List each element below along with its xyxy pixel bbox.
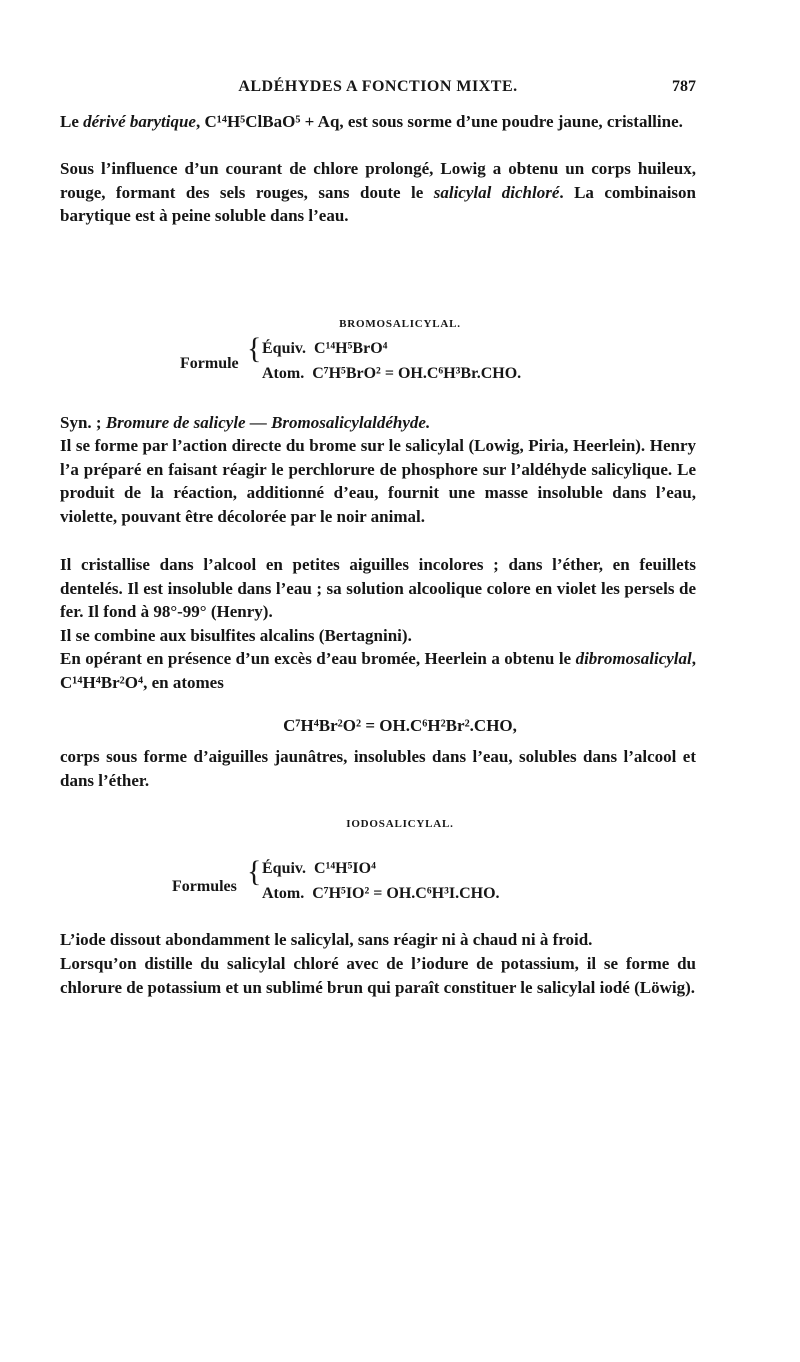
intro-paragraph-2 bbox=[60, 157, 696, 228]
bromo-paragraph-3: Il se combine aux bisulfites alcalins (Bertagnini). bbox=[60, 626, 412, 645]
italic-term: Bromure de salicyle — Bromosalicylaldéhyde. bbox=[105, 413, 431, 432]
page-number: 787 bbox=[672, 78, 696, 95]
bromo-paragraph-1: Il se forme par l’action directe du brome sur le salicylal (Lowig, Piria, Heerlein). Henry l’a préparé en faisant réagir le perchlorure de phosphore sur l’aldéhyde salicylique. Le produit de la réaction, additionné d’eau, fournit une masse insoluble dans l’eau, violette, pouvant être décolorée par le noir animal. bbox=[60, 436, 696, 526]
header-title: ALDÉHYDES A FONCTION MIXTE. bbox=[238, 78, 518, 95]
atom-label: Atom. bbox=[262, 365, 305, 382]
atom-formula: C⁷H⁵IO² = OH.C⁶H³I.CHO. bbox=[312, 885, 500, 902]
atom-formula: C⁷H⁵BrO² = OH.C⁶H³Br.CHO. bbox=[312, 365, 522, 382]
equiv-label: Équiv. bbox=[262, 340, 307, 357]
formula-label: Formule bbox=[180, 355, 239, 372]
bromo-paragraph-4 bbox=[60, 647, 696, 694]
atom-formula-line bbox=[262, 885, 500, 903]
text-run: Le bbox=[60, 112, 84, 131]
atom-formula-line bbox=[262, 365, 521, 383]
bromo-paragraph-5: corps sous forme d’aiguilles jaunâtres, insolubles dans l’eau, solubles dans l’alcool et dans l’éther. bbox=[60, 747, 696, 790]
text-run: , C¹⁴H⁵ClBaO⁵ + Aq, est sous sorme d’une poudre jaune, cristalline. bbox=[195, 112, 683, 131]
text-run: , C¹⁴H⁴Br²O⁴, en atomes bbox=[60, 649, 696, 692]
brace-icon: { bbox=[247, 855, 262, 888]
text-run: En opérant en présence d’un excès d’eau bromée, Heerlein a obtenu le bbox=[60, 649, 576, 668]
atom-label: Atom. bbox=[262, 885, 305, 902]
equiv-formula: C¹⁴H⁵BrO⁴ bbox=[314, 340, 388, 357]
text-run: . La combinaison barytique est à peine soluble dans l’eau. bbox=[60, 182, 696, 225]
text-run: Syn. ; bbox=[60, 413, 106, 432]
dibromo-formula: C⁷H⁴Br²O² = OH.C⁶H²Br².CHO, bbox=[283, 716, 517, 735]
iodo-paragraph-1: L’iode dissout abondamment le salicylal, sans réagir ni à chaud ni à froid. bbox=[60, 930, 593, 949]
italic-term: salicylal dichloré bbox=[433, 182, 560, 202]
intro-paragraph-1 bbox=[60, 110, 696, 134]
equiv-formula: C¹⁴H⁵IO⁴ bbox=[314, 860, 376, 877]
equiv-formula-line bbox=[262, 860, 376, 878]
formula-label: Formules bbox=[172, 878, 237, 895]
italic-term: dibromosalicylal bbox=[575, 649, 692, 668]
synonyms-line bbox=[60, 411, 696, 435]
section-title-bromosalicylal: BROMOSALICYLAL. bbox=[339, 318, 461, 330]
running-header bbox=[60, 78, 696, 100]
section-title-iodosalicylal: IODOSALICYLAL. bbox=[346, 818, 454, 830]
italic-term: dérivé barytique bbox=[83, 112, 196, 131]
equiv-formula-line bbox=[262, 340, 387, 358]
brace-icon: { bbox=[247, 332, 262, 365]
iodo-paragraph-2: Lorsqu’on distille du salicylal chloré avec de l’iodure de potassium, il se forme du chlorure de potassium et un sublimé brun qui paraît constituer le salicylal iodé (Löwig). bbox=[60, 954, 696, 997]
equiv-label: Équiv. bbox=[262, 860, 307, 877]
text-run: Sous l’influence d’un courant de chlore prolongé, Lowig a obtenu un corps huileux, rouge, formant des sels rouges, sans doute le bbox=[60, 159, 696, 202]
bromo-paragraph-2: Il cristallise dans l’alcool en petites aiguilles incolores ; dans l’éther, en feuillets dentelés. Il est insoluble dans l’eau ; sa solution alcoolique colore en violet les persels de fer. Il fond à 98°-99° (Henry). bbox=[60, 555, 696, 621]
